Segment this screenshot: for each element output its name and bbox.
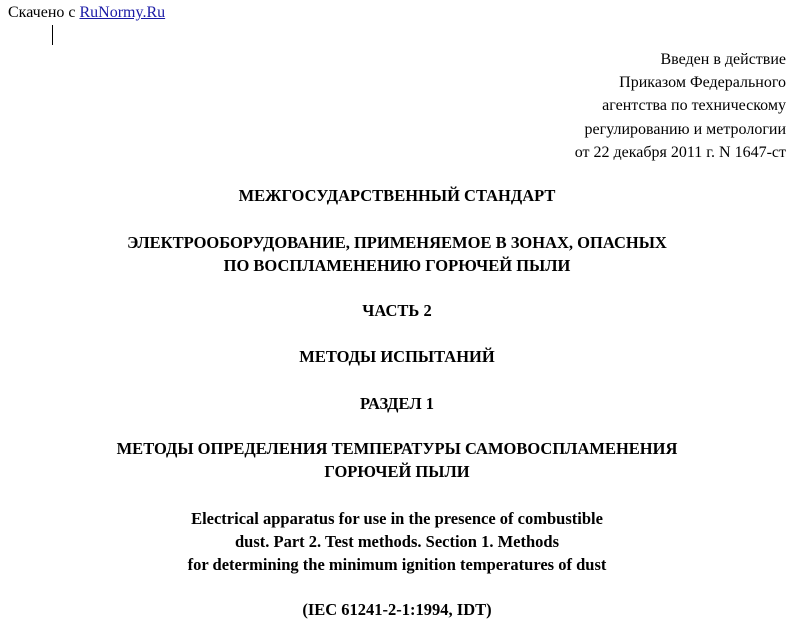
- section-heading: РАЗДЕЛ 1: [360, 394, 434, 413]
- download-prefix: Скачено с: [8, 4, 76, 21]
- runormy-link[interactable]: RuNormy.Ru: [79, 4, 166, 21]
- part-heading: ЧАСТЬ 2: [362, 301, 432, 320]
- text-cursor: [52, 25, 53, 45]
- download-source-line: [8, 3, 165, 22]
- methods-heading: МЕТОДЫ ИСПЫТАНИЙ: [299, 347, 495, 366]
- enactment-line: от 22 декабря 2011 г. N 1647-ст: [574, 143, 786, 161]
- enactment-line: Введен в действие: [660, 51, 786, 68]
- enactment-line: регулированию и метрологии: [584, 120, 786, 138]
- document-title-line-2: ПО ВОСПЛАМЕНЕНИЮ ГОРЮЧЕЙ ПЫЛИ: [223, 256, 571, 275]
- enactment-line: агентства по техническому: [602, 97, 786, 115]
- section-title-line-1: МЕТОДЫ ОПРЕДЕЛЕНИЯ ТЕМПЕРАТУРЫ САМОВОСПЛАМЕНЕНИЯ: [116, 439, 678, 458]
- english-title-line-2: dust. Part 2. Test methods. Section 1. Methods: [234, 532, 560, 551]
- enactment-block: [575, 48, 786, 164]
- english-title-line-3: for determining the minimum ignition temperatures of dust: [187, 555, 607, 574]
- english-title-line-1: Electrical apparatus for use in the presence of combustible: [191, 509, 603, 528]
- standard-type-heading: МЕЖГОСУДАРСТВЕННЫЙ СТАНДАРТ: [238, 186, 556, 205]
- enactment-line: Приказом Федерального: [619, 74, 786, 92]
- iec-reference: (IEC 61241-2-1:1994, IDT): [302, 600, 492, 619]
- document-title-line-1: ЭЛЕКТРООБОРУДОВАНИЕ, ПРИМЕНЯЕМОЕ В ЗОНАХ, ОПАСНЫХ: [127, 233, 667, 252]
- section-title-line-2: ГОРЮЧЕЙ ПЫЛИ: [324, 462, 470, 481]
